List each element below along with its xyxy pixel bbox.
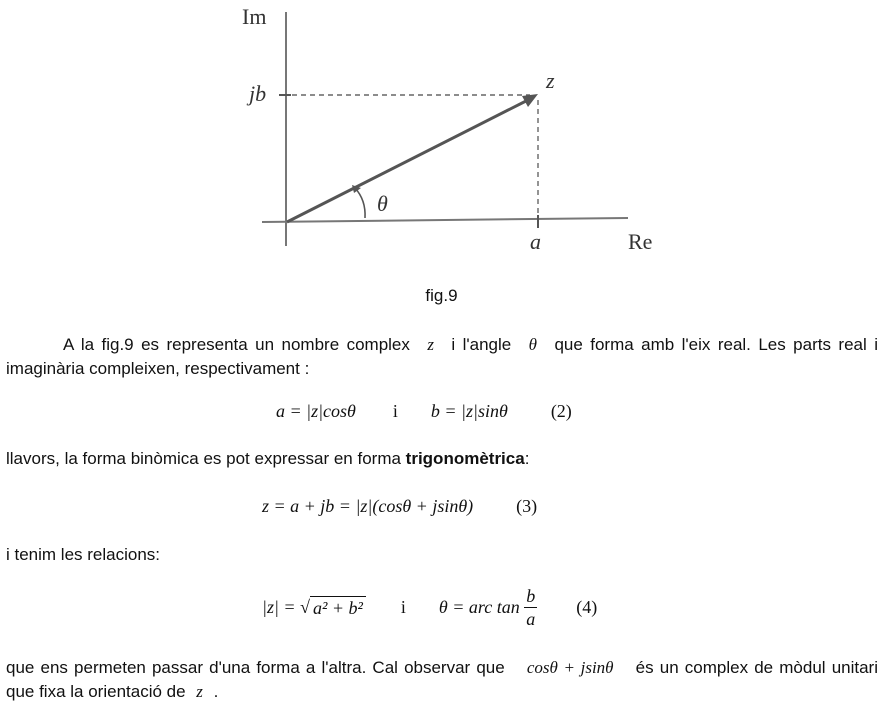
- eq2-right: b = |z|sinθ: [430, 401, 508, 421]
- equation-4: |z| = √ a² + b² i θ = arc tan $\frac{b}{a}$ (4): [262, 586, 598, 629]
- para4-z: z: [196, 682, 203, 701]
- eq4-theta-eq: θ = arc tan: [438, 597, 520, 617]
- equation-3: [262, 496, 537, 517]
- para2-text-2: :: [524, 449, 530, 468]
- eq2-conj: i: [392, 401, 398, 421]
- para1-text-1: A la fig.9 es representa un nombre complex: [63, 335, 418, 354]
- equation-2: [276, 401, 572, 422]
- a-label: a: [530, 229, 541, 254]
- eq2-left: a = |z|cosθ: [276, 401, 356, 421]
- z-vector: [287, 100, 528, 222]
- para2-bold: trigonomètrica: [405, 449, 525, 468]
- paragraph-conclusion: [6, 656, 878, 704]
- eq4-sqrt: a² + b²: [310, 596, 366, 619]
- para1-text-3: que forma amb l'eix real. Les parts real i imaginària compleixen, respectivament :: [6, 335, 878, 378]
- para2-text-1: llavors, la forma binòmica es pot expressar en forma: [6, 449, 406, 468]
- para1-text-2: i l'angle: [443, 335, 519, 354]
- complex-plane-figure: [0, 0, 883, 270]
- theta-label: θ: [377, 191, 388, 216]
- eq4-fraction: [524, 585, 537, 630]
- para1-z: z: [427, 335, 434, 354]
- para4-text-1: que ens permeten passar d'una forma a l'altra. Cal observar que: [6, 658, 511, 677]
- eq2-number: (2): [550, 401, 572, 421]
- re-axis: [262, 218, 628, 222]
- eq4-conj: i: [400, 597, 406, 617]
- eq4-lhs: |z| =: [262, 597, 301, 617]
- para4-text-2: és un complex de mòdul unitari que fixa la orientació de: [6, 658, 878, 701]
- theta-arc: [355, 188, 365, 218]
- paragraph-binomica: [6, 447, 878, 471]
- complex-plane-svg: [0, 0, 883, 270]
- paragraph-relacions: i tenim les relacions:: [6, 545, 161, 564]
- para4-text-3: .: [208, 682, 219, 701]
- figure-caption: fig.9: [425, 286, 458, 305]
- eq4-frac-bottom: a: [526, 609, 536, 629]
- eq3-number: (3): [516, 496, 538, 516]
- im-axis-label: Im: [242, 4, 267, 29]
- eq4-frac-top: b: [526, 586, 536, 606]
- z-label: z: [546, 68, 555, 93]
- re-axis-label: Re: [628, 229, 653, 254]
- jb-label: jb: [249, 81, 267, 106]
- paragraph-intro: [6, 333, 878, 381]
- para1-theta: θ: [528, 335, 538, 354]
- eq4-number: (4): [576, 597, 598, 617]
- para4-expr: cosθ + jsinθ: [526, 658, 614, 677]
- eq3-expr: z = a + jb = |z|(cosθ + jsinθ): [262, 496, 474, 516]
